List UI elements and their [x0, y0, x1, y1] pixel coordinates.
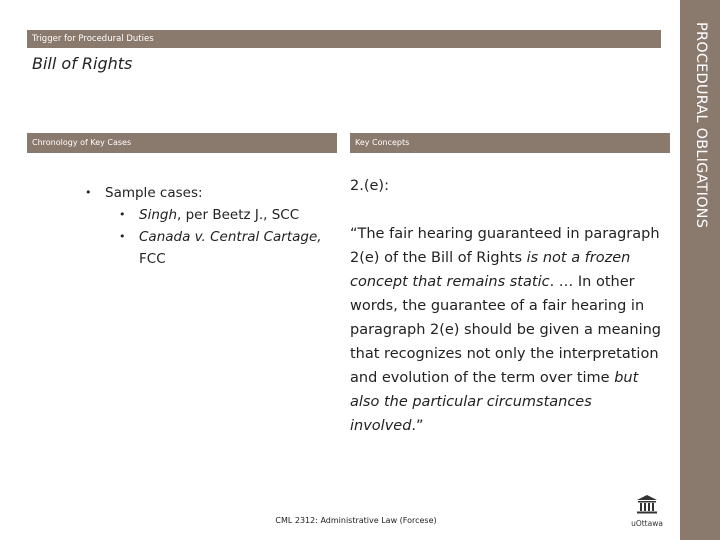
case-detail: , per Beetz J., SCC [177, 207, 300, 223]
list-item [85, 182, 340, 204]
case-detail: FCC [139, 251, 166, 267]
quote-emphasis: is not a frozen concept that remains static [350, 250, 631, 290]
right-column-header-label: Key Concepts [355, 138, 410, 147]
case-list-intro: Sample cases: [105, 185, 203, 201]
bullet-icon: • [85, 186, 92, 199]
slide-title: Bill of Rights [32, 54, 133, 73]
list-item [85, 226, 340, 270]
right-column-header [350, 133, 670, 153]
left-column-header [27, 133, 337, 153]
quote [350, 222, 668, 438]
quote-part: “The fair hearing guaranteed in paragraph 2(e) of the Bill of Rights [350, 226, 660, 266]
case-name: Singh [139, 207, 178, 223]
university-logo [622, 494, 672, 530]
bullet-icon: • [119, 230, 126, 243]
section-header-bar [27, 30, 661, 48]
footer-text: CML 2312: Administrative Law (Forcese) [275, 516, 437, 525]
quote-emphasis: but also the particular circumstances involved [350, 370, 639, 434]
left-column-header-label: Chronology of Key Cases [32, 138, 132, 147]
case-name: Canada v. Central Cartage, [139, 229, 322, 245]
bullet-icon: • [119, 208, 126, 221]
list-item [85, 204, 340, 226]
sidebar-label: PROCEDURAL OBLIGATIONS [693, 22, 709, 229]
section-header-label: Trigger for Procedural Duties [32, 34, 154, 44]
case-list [85, 182, 340, 270]
key-concepts [350, 174, 668, 438]
quote-part: .” [411, 418, 424, 434]
building-icon [636, 494, 658, 514]
rule-reference: 2.(e): [350, 178, 389, 194]
logo-label: uOttawa [631, 519, 663, 528]
quote-part: . … In other words, the guarantee of a fair hearing in paragraph 2(e) should be given a meaning that recognizes not only the interpretation and evolution of the term over time [350, 274, 662, 386]
